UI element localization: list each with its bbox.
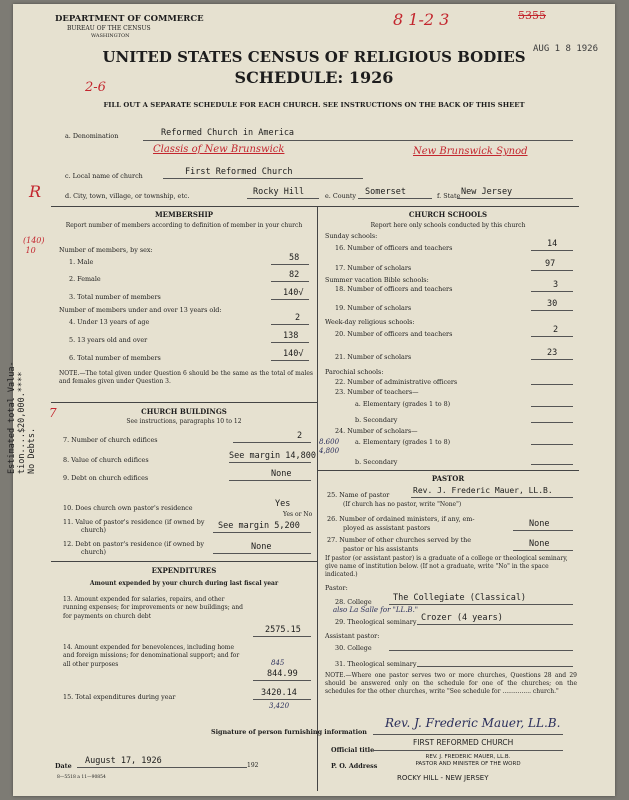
margin-circle-note: (140) 10 bbox=[23, 236, 45, 255]
summer-schools-label: Summer vacation Bible schools: bbox=[325, 276, 429, 284]
residence-value-label-2: church) bbox=[81, 526, 107, 534]
classis-note: Classis of New Brunswick bbox=[153, 144, 285, 155]
city-label: d. City, town, village, or township, etc. bbox=[65, 192, 190, 200]
form-number: 8—5518 a 11—90854 bbox=[57, 775, 106, 780]
school-23-label: 23. Number of teachers— bbox=[335, 388, 419, 396]
red-struck-text: 5355 bbox=[518, 9, 546, 22]
school-23a-label: a. Elementary (grades 1 to 8) bbox=[355, 400, 451, 408]
edifice-value: See margin 14,800 bbox=[229, 451, 316, 461]
school-21-label: 21. Number of scholars bbox=[335, 353, 412, 361]
running-expenses-label: 13. Amount expended for salaries, repairs, and other running expenses; for improvements or new buildings; and for payments on church debt bbox=[63, 596, 243, 620]
instructions-line: FILL OUT A SEPARATE SCHEDULE FOR EACH CHURCH. SEE INSTRUCTIONS ON THE BACK OF THIS SHEET bbox=[103, 101, 525, 109]
school-24a-label: a. Elementary (grades 1 to 8) bbox=[355, 438, 451, 446]
total-expenditures-value: 3420.14 bbox=[261, 688, 297, 698]
assistant-pastor-label: Assistant pastor: bbox=[325, 632, 380, 640]
schools-intro: Report here only schools conducted by this church bbox=[370, 222, 526, 229]
school-21-value: 23 bbox=[547, 348, 558, 358]
membership-heading: MEMBERSHIP bbox=[154, 210, 214, 219]
red-r-mark: R bbox=[29, 182, 42, 201]
total-pencil: 3,420 bbox=[269, 702, 290, 710]
synod-note: New Brunswick Synod bbox=[413, 146, 528, 157]
date-label: Date bbox=[55, 762, 72, 770]
residence-debt-label-2: church) bbox=[81, 548, 107, 556]
school-18-label: 18. Number of officers and teachers bbox=[335, 285, 453, 293]
other-churches-value: None bbox=[529, 539, 550, 549]
under-13-value: 2 bbox=[295, 313, 301, 323]
po-address-value: ROCKY HILL - NEW JERSEY bbox=[397, 774, 489, 782]
expenditures-heading: EXPENDITURES bbox=[151, 566, 217, 575]
school-18-value: 3 bbox=[553, 280, 559, 290]
red-seven-mark: 7 bbox=[49, 406, 57, 420]
pastor-residence-value: Yes bbox=[275, 499, 291, 509]
school-20-label: 20. Number of officers and teachers bbox=[335, 330, 453, 338]
pastor-name-hint: (If church has no pastor, write "None") bbox=[343, 501, 462, 508]
state-value: New Jersey bbox=[461, 187, 513, 197]
age-split-label: Number of members under and over 13 years old: bbox=[59, 306, 222, 314]
margin-valuation-note: Estimated total Valua- tion....$20,000.**** No Debts. bbox=[7, 361, 37, 474]
male-value: 58 bbox=[289, 253, 300, 263]
signature-value: Rev. J. Frederic Mauer, LL.B. bbox=[385, 716, 561, 730]
buildings-intro: See instructions, paragraphs 10 to 12 bbox=[126, 418, 242, 425]
po-address-label: P. O. Address bbox=[331, 762, 378, 770]
form-subtitle: SCHEDULE: 1926 bbox=[234, 68, 394, 87]
school-16-label: 16. Number of officers and teachers bbox=[335, 244, 453, 252]
graduate-note: If pastor (or assistant pastor) is a graduate of a college or theological seminary, give name of institution below. (If not a graduate, write "No" in the space indicated.) bbox=[325, 555, 568, 578]
church-name-value: First Reformed Church bbox=[185, 167, 293, 177]
school-24-label: 24. Number of scholars— bbox=[335, 427, 418, 435]
residence-value-label: 11. Value of pastor's residence (if owned by bbox=[63, 518, 205, 526]
school-24b-label: b. Secondary bbox=[355, 458, 398, 466]
running-expenses-value: 2575.15 bbox=[265, 625, 301, 635]
red-stamp-number: 8 1-2 3 bbox=[393, 10, 450, 29]
pastor-name-label: 25. Name of pastor bbox=[327, 491, 390, 499]
membership-note: NOTE.—The total given under Question 6 should be the same as the total of males and females given under Question 3. bbox=[59, 370, 313, 385]
red-margin-note: 2-6 bbox=[85, 80, 106, 95]
other-churches-label: 27. Number of other churches served by the bbox=[327, 536, 472, 544]
pastor-heading: PASTOR bbox=[431, 474, 465, 483]
total-members-value: 140√ bbox=[283, 288, 304, 298]
bureau-heading: BUREAU OF THE CENSUS bbox=[67, 25, 151, 32]
members-by-sex-label: Number of members, by sex: bbox=[59, 246, 153, 254]
school-17-label: 17. Number of scholars bbox=[335, 264, 412, 272]
signature-label: Signature of person furnishing information bbox=[211, 728, 367, 736]
assistants-value: None bbox=[529, 519, 550, 529]
college-pencil-note: also La Salle for "LL.B." bbox=[333, 606, 419, 614]
under-13-label: 4. Under 13 years of age bbox=[69, 318, 150, 326]
form-title: UNITED STATES CENSUS OF RELIGIOUS BODIES bbox=[102, 48, 526, 66]
college-30-label: 30. College bbox=[335, 644, 372, 652]
date-value: August 17, 1926 bbox=[85, 756, 162, 766]
edifices-value: 2 bbox=[297, 431, 303, 441]
residence-debt-label: 12. Debt on pastor's residence (if owned by bbox=[63, 540, 205, 548]
school-23b-label: b. Secondary bbox=[355, 416, 398, 424]
benevolences-label: 14. Amount expended for benevolences, including home and foreign missions; for denominational support; and for all other purposes bbox=[63, 644, 240, 668]
total-members-2-label: 6. Total number of members bbox=[69, 354, 161, 362]
total-members-2-value: 140√ bbox=[283, 349, 304, 359]
pastor-residence-label: 10. Does church own pastor's residence bbox=[63, 504, 193, 512]
official-title-label: Official title bbox=[331, 746, 375, 754]
weekday-schools-label: Week-day religious schools: bbox=[325, 318, 415, 326]
female-value: 82 bbox=[289, 270, 300, 280]
date-year-suffix: 192 bbox=[247, 762, 259, 769]
college-28-value: The Collegiate (Classical) bbox=[393, 593, 527, 603]
city-heading: WASHINGTON bbox=[91, 33, 130, 39]
official-title-value: FIRST REFORMED CHURCH bbox=[413, 738, 514, 747]
school-17-value: 97 bbox=[545, 259, 556, 269]
edifice-value-label: 8. Value of church edifices bbox=[63, 456, 149, 464]
school-19-value: 30 bbox=[547, 299, 558, 309]
over-13-label: 5. 13 years old and over bbox=[69, 336, 148, 344]
assistants-label-2: ployed as assistant pastors bbox=[343, 524, 431, 532]
stamp-block: REV. J. FREDERIC MAUER, LL.B. PASTOR AND MINISTER OF THE WORD bbox=[415, 754, 521, 767]
benevolence-pencil: 845 bbox=[271, 659, 285, 667]
county-label: e. County bbox=[325, 192, 356, 200]
edifices-label: 7. Number of church edifices bbox=[63, 436, 158, 444]
benevolences-value: 844.99 bbox=[267, 669, 298, 679]
total-members-label: 3. Total number of members bbox=[69, 293, 161, 301]
debt-edifices-label: 9. Debt on church edifices bbox=[63, 474, 149, 482]
seminary-31-label: 31. Theological seminary bbox=[335, 660, 417, 668]
assistants-label: 26. Number of ordained ministers, if any, em- bbox=[327, 515, 475, 523]
school-19-label: 19. Number of scholars bbox=[335, 304, 412, 312]
residence-debt-value: None bbox=[251, 542, 272, 552]
city-value: Rocky Hill bbox=[253, 187, 305, 197]
total-expenditures-label: 15. Total expenditures during year bbox=[63, 693, 176, 701]
parochial-schools-label: Parochial schools: bbox=[325, 368, 384, 376]
county-value: Somerset bbox=[365, 187, 406, 197]
seminary-29-value: Crozer (4 years) bbox=[421, 613, 503, 623]
school-16-value: 14 bbox=[547, 239, 558, 249]
sunday-schools-label: Sunday schools: bbox=[325, 232, 378, 240]
residence-value: See margin 5,200 bbox=[218, 521, 300, 531]
over-13-value: 138 bbox=[283, 331, 299, 341]
church-name-label: c. Local name of church bbox=[65, 172, 143, 180]
other-churches-label-2: pastor or his assistants bbox=[343, 545, 419, 553]
state-label: f. State bbox=[437, 192, 461, 200]
denomination-value: Reformed Church in America bbox=[161, 128, 295, 138]
denomination-label: a. Denomination bbox=[65, 132, 119, 140]
pastor-name-value: Rev. J. Frederic Mauer, LL.B. bbox=[413, 486, 553, 495]
pastor-sub-label: Pastor: bbox=[325, 584, 348, 592]
school-22-label: 22. Number of administrative officers bbox=[335, 378, 458, 386]
department-heading: DEPARTMENT OF COMMERCE bbox=[55, 14, 204, 24]
seminary-29-label: 29. Theological seminary bbox=[335, 618, 417, 626]
male-label: 1. Male bbox=[69, 258, 94, 266]
yes-no-hint: Yes or No bbox=[283, 511, 313, 518]
expenditures-intro: Amount expended by your church during last fiscal year bbox=[89, 580, 279, 587]
date-received-stamp: AUG 1 8 1926 bbox=[533, 44, 599, 54]
schools-heading: CHURCH SCHOOLS bbox=[408, 210, 488, 219]
pencil-figures: 8.600 4,800 bbox=[319, 438, 340, 455]
college-28-label: 28. College bbox=[335, 598, 372, 606]
debt-edifices-value: None bbox=[271, 469, 292, 479]
multiple-churches-note: NOTE.—Where one pastor serves two or more churches, Questions 28 and 29 should be answered only on the schedule for one of the churches; on the schedules for the other churches, write "See schedule for ............... church." bbox=[325, 672, 577, 695]
school-20-value: 2 bbox=[553, 325, 559, 335]
membership-intro: Report number of members according to definition of member in your church bbox=[65, 222, 303, 229]
female-label: 2. Female bbox=[69, 275, 101, 283]
buildings-heading: CHURCH BUILDINGS bbox=[141, 407, 227, 416]
census-form-sheet bbox=[7, 4, 615, 796]
